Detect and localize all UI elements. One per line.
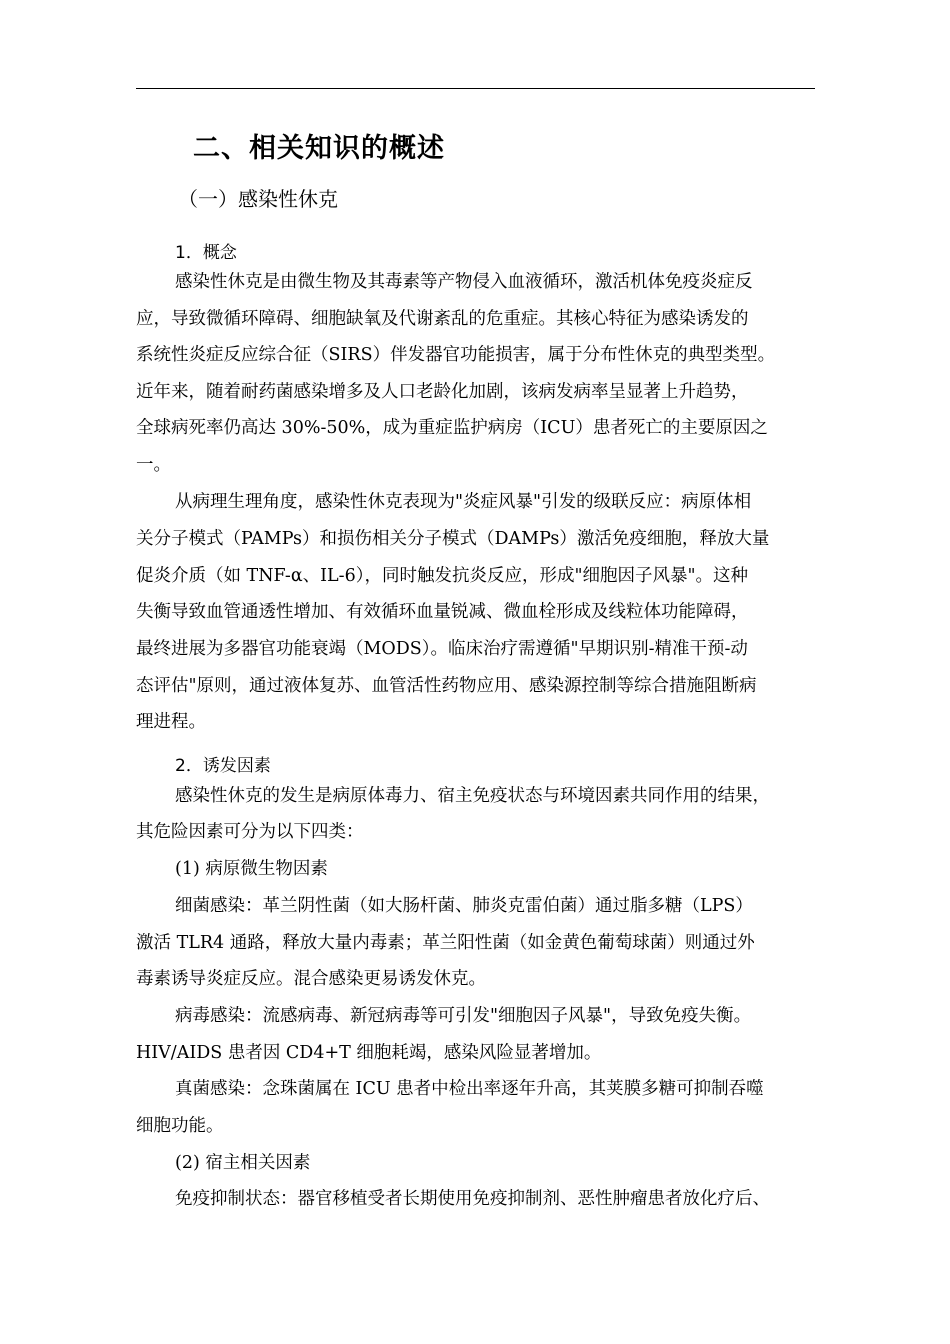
text-line: 细胞功能。 bbox=[136, 1116, 224, 1136]
text-line: 免疫抑制状态：器官移植受者长期使用免疫抑制剂、恶性肿瘤患者放化疗后、 bbox=[175, 1189, 770, 1209]
text-line: 近年来，随着耐药菌感染增多及人口老龄化加剧，该病发病率呈显著上升趋势， bbox=[136, 382, 749, 402]
sub-heading: （一）感染性休克 bbox=[178, 187, 338, 211]
text-line: 其危险因素可分为以下四类： bbox=[136, 822, 364, 842]
text-line: 最终进展为多器官功能衰竭（MODS）。临床治疗需遵循"早期识别-精准干预-动 bbox=[136, 639, 748, 659]
text-line: 细菌感染：革兰阴性菌（如大肠杆菌、肺炎克雷伯菌）通过脂多糖（LPS） bbox=[175, 896, 753, 916]
section-title-factors: 2．诱发因素 bbox=[175, 756, 271, 776]
text-line: 激活 TLR4 通路，释放大量内毒素；革兰阳性菌（如金黄色葡萄球菌）则通过外 bbox=[136, 933, 755, 953]
main-heading: 二、相关知识的概述 bbox=[193, 133, 445, 164]
text-line: 全球病死率仍高达 30%-50%，成为重症监护病房（ICU）患者死亡的主要原因之 bbox=[136, 418, 768, 438]
list-item-heading: (1) 病原微生物因素 bbox=[175, 859, 328, 879]
text-line: 感染性休克是由微生物及其毒素等产物侵入血液循环，激活机体免疫炎症反 bbox=[175, 272, 753, 292]
text-line: 系统性炎症反应综合征（SIRS）伴发器官功能损害，属于分布性休克的典型类型。 bbox=[136, 345, 776, 365]
text-line: HIV/AIDS 患者因 CD4+T 细胞耗竭，感染风险显著增加。 bbox=[136, 1043, 602, 1063]
header-rule bbox=[136, 88, 815, 89]
text-line: 应，导致微循环障碍、细胞缺氧及代谢紊乱的危重症。其核心特征为感染诱发的 bbox=[136, 309, 749, 329]
text-line: 失衡导致血管通透性增加、有效循环血量锐减、微血栓形成及线粒体功能障碍， bbox=[136, 602, 749, 622]
text-line: 毒素诱导炎症反应。混合感染更易诱发休克。 bbox=[136, 969, 486, 989]
text-line: 病毒感染：流感病毒、新冠病毒等可引发"细胞因子风暴"，导致免疫失衡。 bbox=[175, 1006, 752, 1026]
section-title-concept: 1．概念 bbox=[175, 243, 237, 263]
text-line: 理进程。 bbox=[136, 712, 206, 732]
text-line: 一。 bbox=[136, 455, 171, 475]
text-line: 态评估"原则，通过液体复苏、血管活性药物应用、感染源控制等综合措施阻断病 bbox=[136, 676, 757, 696]
text-line: 感染性休克的发生是病原体毒力、宿主免疫状态与环境因素共同作用的结果， bbox=[175, 786, 770, 806]
text-line: 真菌感染：念珠菌属在 ICU 患者中检出率逐年升高，其荚膜多糖可抑制吞噬 bbox=[175, 1079, 764, 1099]
text-line: 促炎介质（如 TNF-α、IL-6），同时触发抗炎反应，形成"细胞因子风暴"。这种 bbox=[136, 566, 749, 586]
list-item-heading: (2) 宿主相关因素 bbox=[175, 1153, 311, 1173]
text-line: 关分子模式（PAMPs）和损伤相关分子模式（DAMPs）激活免疫细胞，释放大量 bbox=[136, 529, 770, 549]
text-line: 从病理生理角度，感染性休克表现为"炎症风暴"引发的级联反应：病原体相 bbox=[175, 492, 752, 512]
